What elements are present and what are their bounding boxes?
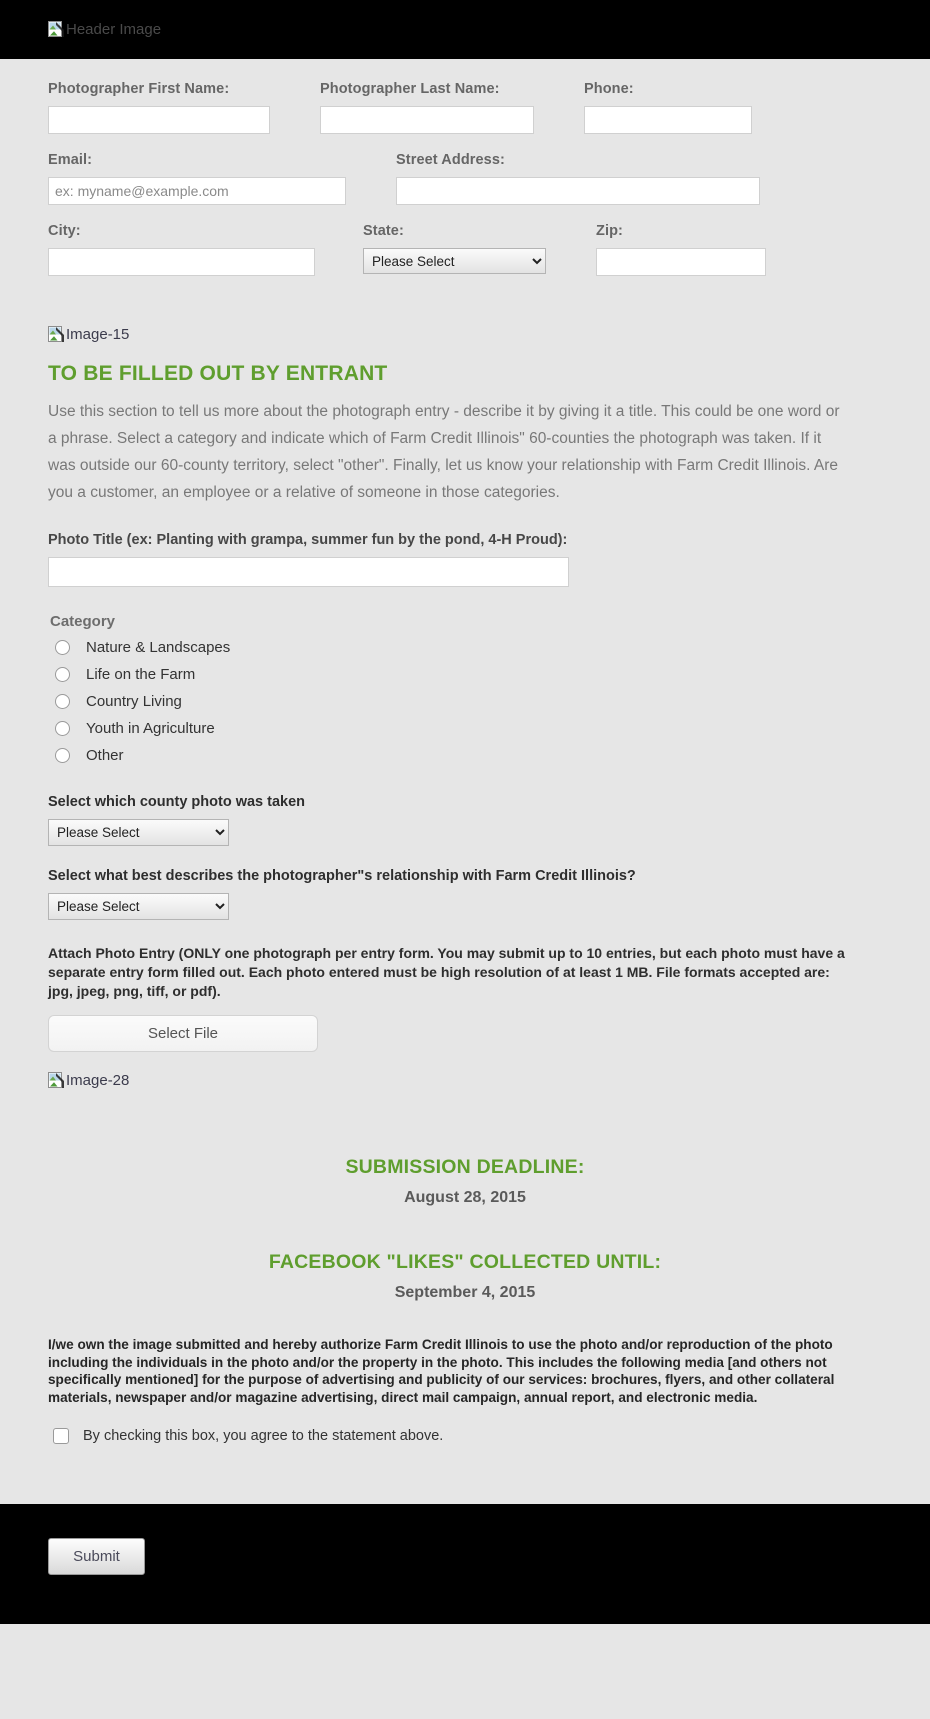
name-phone-row bbox=[48, 81, 882, 134]
attach-photo-instructions: Attach Photo Entry (ONLY one photograph per entry form. You may submit up to 10 entries, but each photo must have a separate entry form filled out. Each photo entered must be high resolution of at least 1 MB. File formats accepted are: jpg, jpeg, png, tiff, or pdf). bbox=[48, 945, 845, 999]
category-radio-label: Other bbox=[86, 747, 124, 764]
radio-icon[interactable] bbox=[55, 721, 70, 736]
last-name-label: Photographer Last Name: bbox=[320, 81, 500, 97]
category-radio-country-living[interactable] bbox=[48, 693, 882, 710]
first-name-input[interactable] bbox=[48, 106, 270, 134]
email-input[interactable] bbox=[48, 177, 346, 205]
radio-icon[interactable] bbox=[55, 640, 70, 655]
category-radio-other[interactable] bbox=[48, 747, 882, 764]
photo-title-label: Photo Title (ex: Planting with grampa, summer fun by the pond, 4-H Proud): bbox=[48, 532, 568, 548]
email-label: Email: bbox=[48, 152, 93, 168]
broken-image-icon bbox=[48, 1072, 65, 1089]
relationship-select[interactable] bbox=[48, 893, 229, 920]
agree-checkbox[interactable] bbox=[53, 1428, 69, 1444]
submission-deadline-heading: SUBMISSION DEADLINE: bbox=[345, 1156, 585, 1178]
radio-icon[interactable] bbox=[55, 667, 70, 682]
first-name-label: Photographer First Name: bbox=[48, 81, 230, 97]
category-radio-label: Life on the Farm bbox=[86, 666, 196, 683]
category-radio-youth-in-agriculture[interactable] bbox=[48, 720, 882, 737]
submission-deadline-date: August 28, 2015 bbox=[404, 1189, 526, 1206]
category-radio-life-on-the-farm[interactable] bbox=[48, 666, 882, 683]
category-radio-label: Nature & Landscapes bbox=[86, 639, 231, 656]
photo-title-input[interactable] bbox=[48, 557, 569, 587]
email-street-row bbox=[48, 152, 882, 205]
broken-image-icon bbox=[48, 21, 65, 38]
facebook-likes-heading: FACEBOOK "LIKES" COLLECTED UNTIL: bbox=[268, 1251, 662, 1273]
facebook-likes-date: September 4, 2015 bbox=[394, 1284, 536, 1301]
last-name-input[interactable] bbox=[320, 106, 534, 134]
page-header-bar bbox=[0, 0, 930, 59]
state-select[interactable] bbox=[363, 248, 546, 274]
category-radio-nature[interactable] bbox=[48, 639, 882, 656]
legal-statement: I/we own the image submitted and hereby authorize Farm Credit Illinois to use the photo and/or reproduction of the photo including the individuals in the photo and/or the property in the photo. This includes the following media [and others not specifically mentioned] for the purpose of advertising and publicity of our services: brochures, flyers, and other collateral materials, newspaper and/or magazine advertising, direct mail campaign, annual report, and electronic media. bbox=[48, 1337, 835, 1405]
agree-checkbox-row[interactable] bbox=[48, 1428, 882, 1444]
phone-input[interactable] bbox=[584, 106, 752, 134]
zip-label: Zip: bbox=[596, 223, 623, 239]
header-image-alt-text: Header Image bbox=[66, 21, 162, 38]
category-radio-label: Youth in Agriculture bbox=[86, 720, 215, 737]
entrant-image-alt-text: Image-15 bbox=[66, 326, 130, 343]
city-label: City: bbox=[48, 223, 81, 239]
radio-icon[interactable] bbox=[55, 694, 70, 709]
form-body bbox=[0, 59, 930, 1504]
entrant-section-image-placeholder bbox=[48, 326, 129, 343]
relationship-label: Select what best describes the photographer"s relationship with Farm Credit Illinois? bbox=[48, 868, 636, 884]
deadline-section bbox=[48, 1156, 882, 1302]
zip-input[interactable] bbox=[596, 248, 766, 276]
agree-checkbox-label: By checking this box, you agree to the statement above. bbox=[83, 1428, 444, 1445]
entrant-footer-image-placeholder bbox=[48, 1072, 129, 1089]
broken-image-icon bbox=[48, 326, 65, 343]
entrant-footer-image-alt-text: Image-28 bbox=[66, 1072, 130, 1089]
street-address-input[interactable] bbox=[396, 177, 760, 205]
street-address-label: Street Address: bbox=[396, 152, 505, 168]
entrant-section-intro: Use this section to tell us more about the photograph entry - describe it by giving it a title. This could be one word or a phrase. Select a category and indicate which of Farm Credit Illinois" 60-counties the photograph was taken. If it was outside our 60-county territory, select "other". Finally, let us know your relationship with Farm Credit Illinois. Are you a customer, an employee or a relative of someone in those categories. bbox=[48, 403, 840, 501]
city-input[interactable] bbox=[48, 248, 315, 276]
radio-icon[interactable] bbox=[55, 748, 70, 763]
submit-button[interactable]: Submit bbox=[48, 1538, 145, 1575]
page-footer-bar bbox=[0, 1504, 930, 1624]
select-file-button[interactable] bbox=[48, 1015, 318, 1052]
state-label: State: bbox=[363, 223, 404, 239]
header-image-placeholder bbox=[48, 21, 161, 38]
category-radio-label: Country Living bbox=[86, 693, 182, 710]
select-file-label: Select File bbox=[147, 1025, 219, 1042]
phone-label: Phone: bbox=[584, 81, 634, 97]
county-select[interactable] bbox=[48, 819, 229, 846]
category-radio-group bbox=[48, 639, 882, 764]
city-state-zip-row bbox=[48, 223, 882, 276]
county-label: Select which county photo was taken bbox=[48, 794, 306, 810]
category-label: Category bbox=[50, 613, 116, 630]
entrant-section-heading: TO BE FILLED OUT BY ENTRANT bbox=[48, 362, 388, 385]
